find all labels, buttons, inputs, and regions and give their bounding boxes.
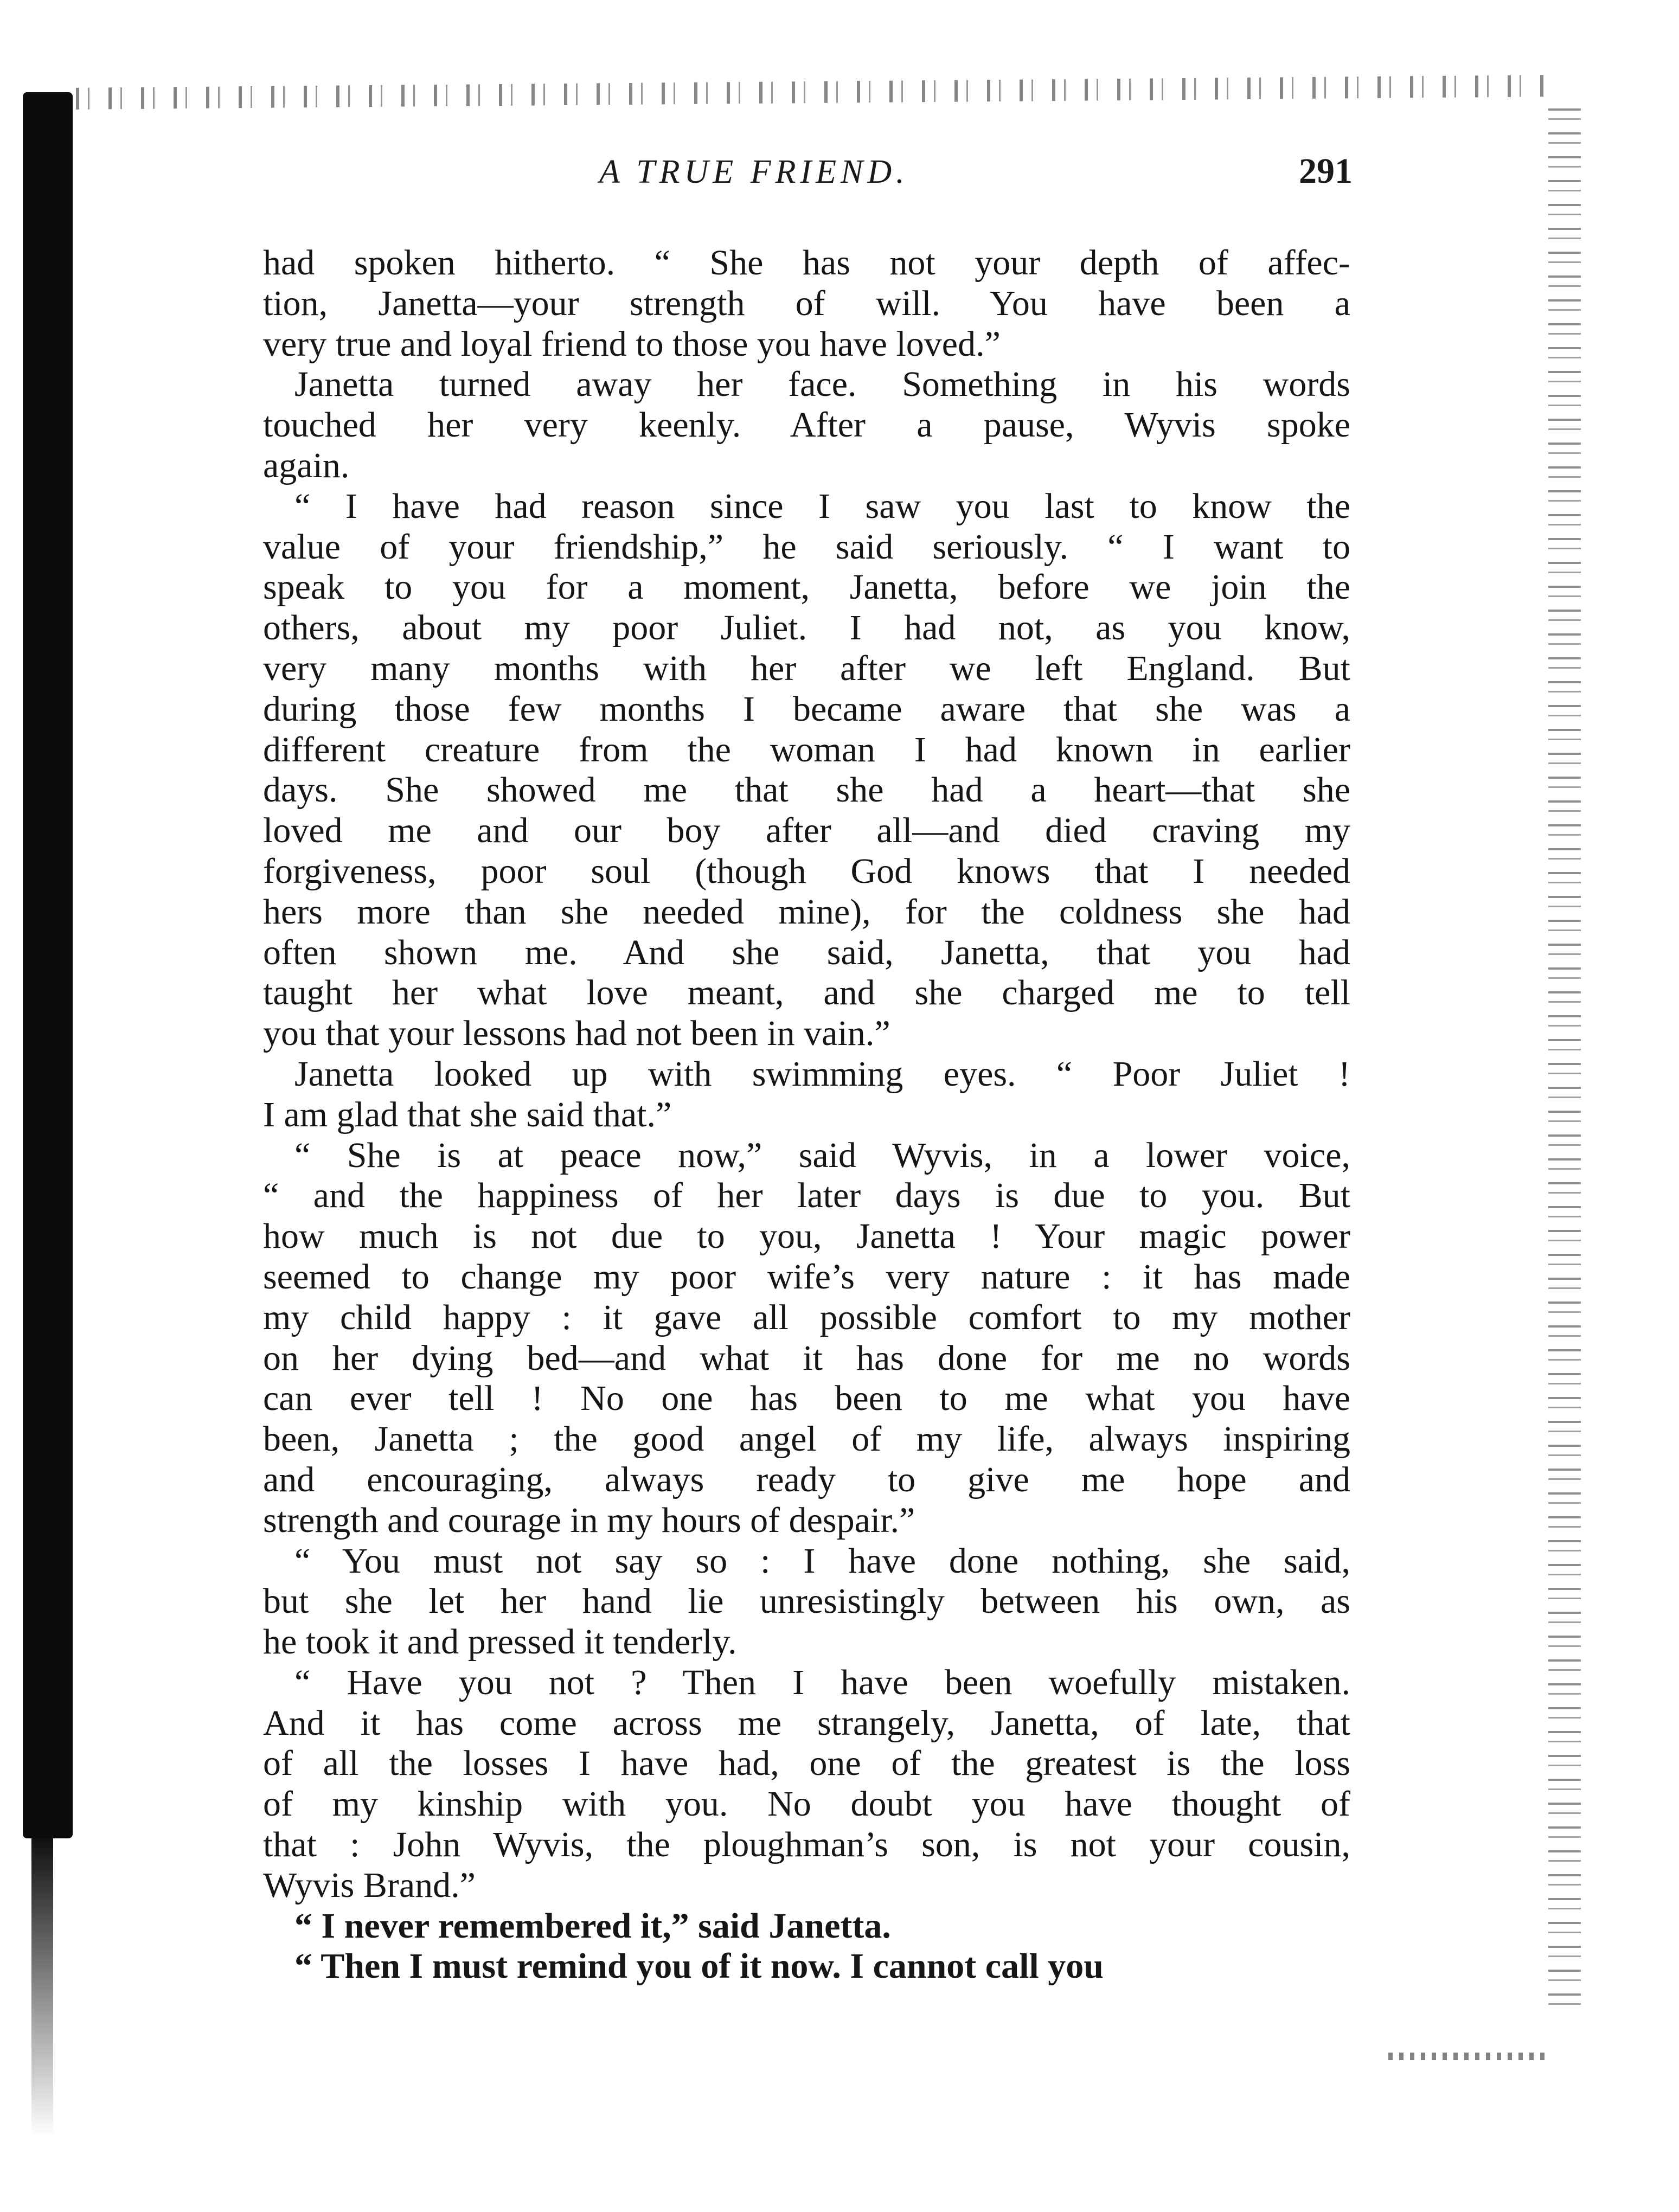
text-line: he took it and pressed it tenderly.	[263, 1622, 737, 1662]
text-line: “ Have you not ? Then I have been woefully mistaken.	[294, 1662, 1350, 1702]
paragraph	[263, 1906, 1350, 1947]
paragraph	[263, 1136, 1350, 1541]
text-line: Janetta looked up with swimming eyes. “ Poor Juliet !	[294, 1054, 1350, 1094]
paragraph	[263, 243, 1350, 364]
paragraph	[263, 486, 1350, 1054]
text-line: can ever tell ! No one has been to me what you have	[263, 1379, 1350, 1419]
text-line: but she let her hand lie unresistingly between his own, as	[263, 1581, 1350, 1621]
text-line: touched her very keenly. After a pause, Wyvis spoke	[263, 405, 1350, 445]
running-title: A TRUE FRIEND.	[599, 153, 909, 190]
text-line: that : John Wyvis, the ploughman’s son, is not your cousin,	[263, 1825, 1350, 1865]
text-line: value of your friendship,” he said seriously. “ I want to	[263, 527, 1350, 567]
text-line: how much is not due to you, Janetta ! Your magic power	[263, 1216, 1350, 1256]
text-line: my child happy : it gave all possible comfort to my mother	[263, 1297, 1350, 1337]
text-line: of all the losses I have had, one of the greatest is the loss	[263, 1743, 1350, 1784]
paragraph	[263, 1541, 1350, 1663]
text-line: “ You must not say so : I have done nothing, she said,	[294, 1541, 1350, 1581]
text-line: you that your lessons had not been in vain.”	[263, 1014, 890, 1054]
paragraph	[263, 1663, 1350, 1906]
text-line: again.	[263, 445, 350, 485]
text-line: speak to you for a moment, Janetta, before we join the	[263, 567, 1350, 607]
paragraph	[263, 1946, 1350, 1987]
text-line: strength and courage in my hours of despair.”	[263, 1500, 915, 1540]
text-line: been, Janetta ; the good angel of my life, always inspiring	[263, 1419, 1350, 1459]
text-line: tion, Janetta—your strength of will. You have been a	[263, 283, 1350, 323]
text-line: Janetta turned away her face. Something in his words	[294, 364, 1350, 405]
text-line: “ She is at peace now,” said Wyvis, in a lower voice,	[294, 1135, 1350, 1175]
scan-noise-top	[76, 75, 1551, 110]
text-line: days. She showed me that she had a heart—that she	[263, 770, 1350, 810]
text-line: seemed to change my poor wife’s very nature : it has made	[263, 1256, 1350, 1297]
text-line: Wyvis Brand.”	[263, 1865, 476, 1905]
text-line: had spoken hitherto. “ She has not your depth of affec-	[263, 243, 1350, 283]
paragraph	[263, 364, 1350, 486]
text-line: “ Then I must remind you of it now. I cannot call you	[294, 1946, 1104, 1986]
page-body-text	[263, 243, 1350, 1987]
text-line: forgiveness, poor soul (though God knows that I needed	[263, 851, 1350, 891]
text-line: very many months with her after we left England. But	[263, 648, 1350, 688]
paragraph	[263, 1054, 1350, 1136]
dark-binding-edge-tail	[31, 1833, 53, 2137]
text-line: “ and the happiness of her later days is due to you. But	[263, 1176, 1350, 1216]
page-number: 291	[1299, 151, 1353, 191]
text-line: “ I never remembered it,” said Janetta.	[294, 1906, 891, 1946]
text-line: often shown me. And she said, Janetta, that you had	[263, 932, 1350, 972]
text-line: during those few months I became aware that she was a	[263, 689, 1350, 729]
text-line: “ I have had reason since I saw you last to know the	[294, 486, 1350, 526]
scan-noise-right-edge	[1548, 108, 1581, 2006]
text-line: hers more than she needed mine), for the coldness she had	[263, 892, 1350, 932]
text-line: And it has come across me strangely, Janetta, of late, that	[263, 1703, 1350, 1743]
text-line: different creature from the woman I had known in earlier	[263, 729, 1350, 770]
scan-noise-bottom	[1388, 2053, 1551, 2060]
text-line: very true and loyal friend to those you have loved.”	[263, 324, 1001, 364]
text-line: loved me and our boy after all—and died craving my	[263, 811, 1350, 851]
text-line: on her dying bed—and what it has done for me no words	[263, 1338, 1350, 1378]
text-line: taught her what love meant, and she charged me to tell	[263, 973, 1350, 1013]
text-line: others, about my poor Juliet. I had not, as you know,	[263, 608, 1350, 648]
text-line: and encouraging, always ready to give me hope and	[263, 1459, 1350, 1499]
text-line: I am glad that she said that.”	[263, 1094, 672, 1134]
dark-binding-edge	[23, 92, 73, 1838]
text-line: of my kinship with you. No doubt you have thought of	[263, 1784, 1350, 1824]
